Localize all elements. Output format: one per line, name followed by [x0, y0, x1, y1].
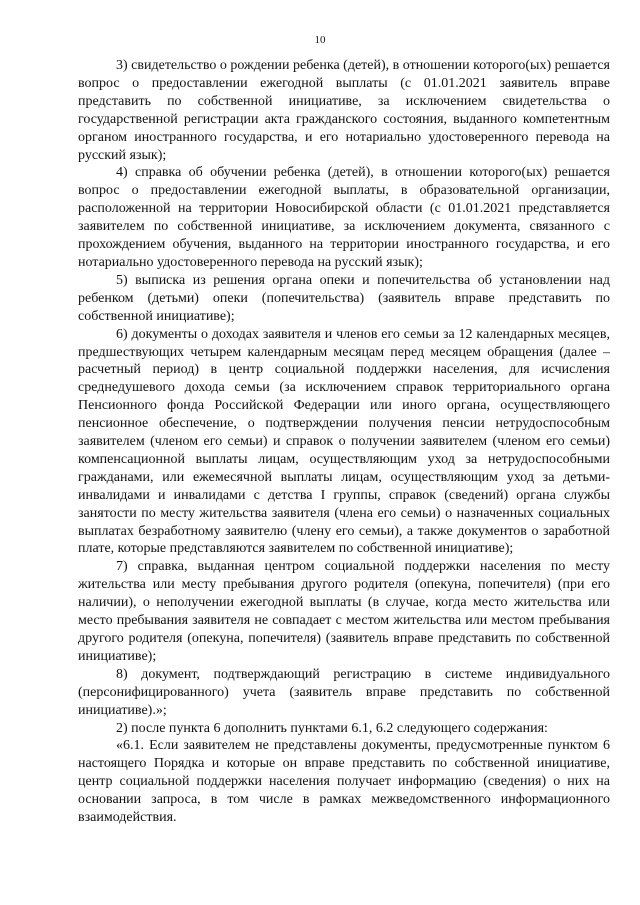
- page-number: 10: [314, 34, 326, 46]
- paragraph-item-8: 8) документ, подтверждающий регистрацию в системе индивидуального (персонифицированного) учета (заявитель вправе представить по собственной инициативе).»;: [78, 666, 610, 718]
- document-body: [78, 57, 610, 827]
- paragraph-amendment-2: 2) после пункта 6 дополнить пунктами 6.1, 6.2 следующего содержания:: [116, 720, 548, 736]
- paragraph-item-5: 5) выписка из решения органа опеки и попечительства об установлении над ребенком (детьми) опеки (попечительства) (заявитель вправе представить по собственной инициативе);: [78, 272, 610, 324]
- paragraph-item-7: 7) справка, выданная центром социальной поддержки населения по месту жительства или месту пребывания другого родителя (опекуна, попечителя) (при его наличии), о неполучении ежегодной выплаты (в случае, когда место жительства или место пребывания заявителя не совпадает с местом жительства или местом пребывания другого родителя (опекуна, попечителя) (заявитель вправе представить по собственной инициативе);: [78, 559, 610, 664]
- paragraph-item-3: 3) свидетельство о рождении ребенка (детей), в отношении которого(ых) решается вопрос о предоставлении ежегодной выплаты (с 01.01.2021 заявитель вправе представить по собственной инициативе, за исключением свидетельства о государственной регистрации акта гражданского состояния, выданного компетентным органом иностранного государства, и его нотариально удостоверенного перевода на русский язык);: [78, 58, 610, 163]
- paragraph-item-6: 6) документы о доходах заявителя и членов его семьи за 12 календарных месяцев, предшествующих четырем календарным месяцам перед месяцем обращения (далее – расчетный период) в центр социальной поддержки населения, для исчисления среднедушевого дохода семьи (за исключением справок территориального органа Пенсионного фонда Российской Федерации или иного органа, осуществляющего пенсионное обеспечение, о подтверждении получения пенсии нетрудоспособным заявителем (членом его семьи) и справок о получении заявителем (членом его семьи) компенсационной выплаты лицам, осуществляющим уход за нетрудоспособными гражданами, или ежемесячной выплаты лицам, осуществляющим уход за детьми-инвалидами и инвалидами с детства I группы, справок (сведений) органа службы занятости по месту жительства заявителя (члена его семьи) о назначенных социальных выплатах безработному заявителю (члену его семьи), а также документов о заработной плате, которые представляются заявителем по собственной инициативе);: [78, 326, 610, 557]
- paragraph-item-4: 4) справка об обучении ребенка (детей), в отношении которого(ых) решается вопрос о предоставлении ежегодной выплаты, в образовательной организации, расположенной на территории Новосибирской области (с 01.01.2021 представляется заявителем по собственной инициативе, за исключением документа, связанного с прохождением обучения, выданного на территории иностранного государства, и его нотариально удостоверенного перевода на русский язык);: [78, 165, 610, 270]
- paragraph-clause-6-1: «6.1. Если заявителем не представлены документы, предусмотренные пунктом 6 настоящего Порядка и которые он вправе представить по собственной инициативе, центр социальной поддержки населения получает информацию (сведения) о них на основании запроса, в том числе в рамках межведомственного информационного взаимодействия.: [78, 738, 610, 826]
